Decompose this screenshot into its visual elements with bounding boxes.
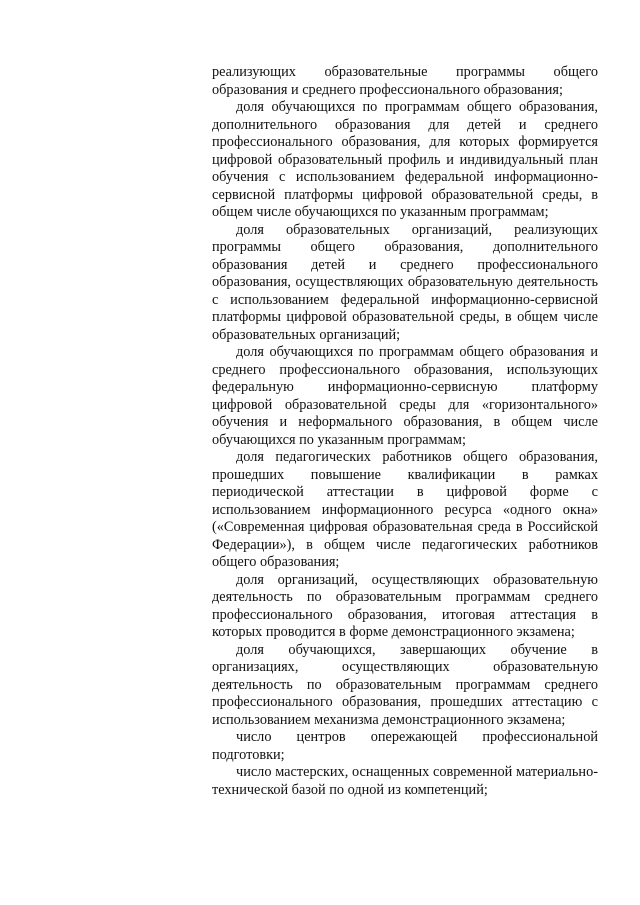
paragraph-workshops-count: число мастерских, оснащенных современной материально-технической базой по одной из компетенций; xyxy=(212,764,598,798)
paragraph-teachers-qualification-share: доля педагогических работников общего образования, прошедших повышение квалификации в рамках периодической аттестации в цифровой форме с использованием информационного ресурса «одного окна» («Современная цифровая образовательная среда в Российской Федерации»), в общем числе педагогических работников общего образования; xyxy=(212,449,598,570)
paragraph-demo-exam-organizations-share: доля организаций, осуществляющих образовательную деятельность по образовательным программам среднего профессионального образования, итоговая аттестация в которых проводится в форме демонстрационного экзамена; xyxy=(212,571,598,640)
paragraph-training-centers-count: число центров опережающей профессиональной подготовки; xyxy=(212,729,598,763)
paragraph-demo-exam-students-share: доля обучающихся, завершающих обучение в организациях, осуществляющих образовательную деятельность по образовательным программам среднего профессионального образования, прошедших аттестацию с использованием механизма демонстрационного экзамена; xyxy=(212,641,598,728)
paragraph-organizations-share: доля образовательных организаций, реализующих программы общего образования, дополнительного образования детей и среднего профессионального образования, осуществляющих образовательную деятельность с использованием федеральной информационно-сервисной платформы цифровой образовательной среды, в общем числе образовательных организаций; xyxy=(212,221,598,343)
paragraph-horizontal-learning-share: доля обучающихся по программам общего образования и среднего профессионального образования, использующих федеральную информационно-сервисную платформу цифровой образовательной среды для «горизонтального» обучения и неформального образования, в общем числе обучающихся по указанным программам; xyxy=(212,344,598,448)
document-body xyxy=(212,64,598,799)
paragraph-continuation: реализующих образовательные программы общего образования и среднего профессионального образования; xyxy=(212,64,598,98)
paragraph-digital-profile-share: доля обучающихся по программам общего образования, дополнительного образования для детей и среднего профессионального образования, для которых формируется цифровой образовательный профиль и индивидуальный план обучения с использованием федеральной информационно-сервисной платформы цифровой образовательной среды, в общем числе обучающихся по указанным программам; xyxy=(212,99,598,220)
